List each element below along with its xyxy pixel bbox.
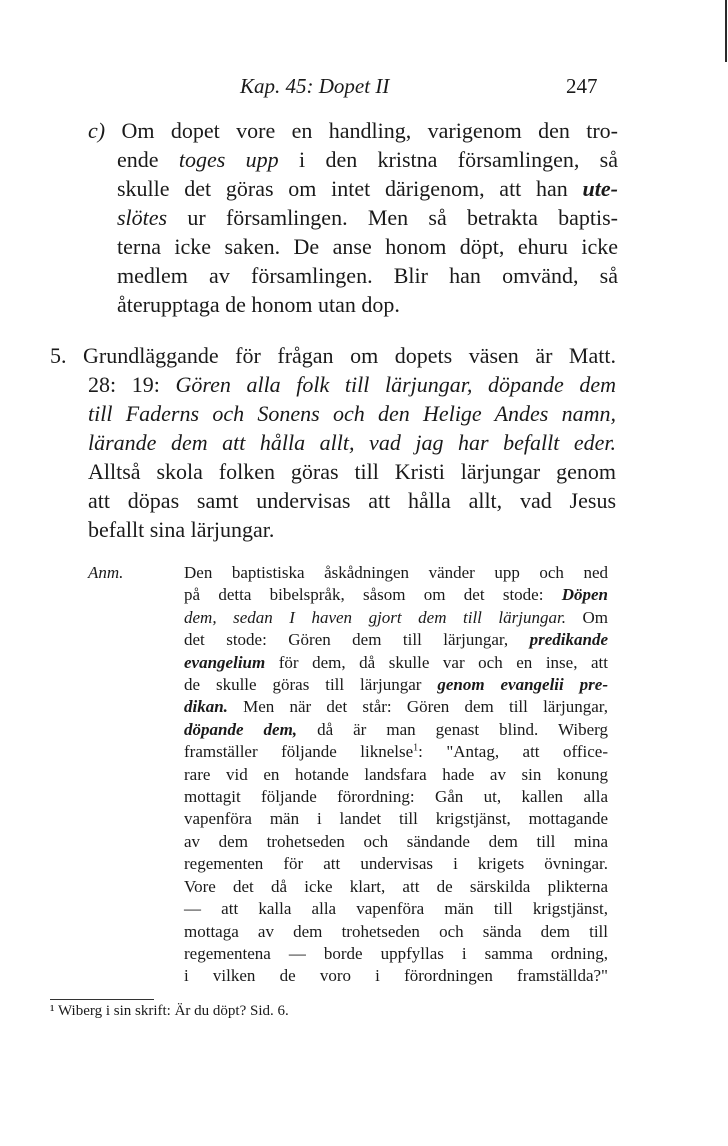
text-line: dikan. Men när det står: Gören dem till lärjungar, [184,697,608,717]
text-line: terna icke saken. De anse honom döpt, ehuru icke [117,234,618,259]
text-line: döpande dem, då är man genast blind. Wiberg [184,719,608,739]
text-line: Den baptistiska åskådningen vänder upp och ned [184,563,608,582]
text-line: Alltså skola folken göras till Kristi lärjungar genom [88,459,616,484]
annotation-body [184,562,608,988]
text-line: evangelium för dem, då skulle var och en inse, att [184,652,608,672]
text-line: att döpas samt undervisas att hålla allt, vad Jesus [88,488,616,513]
text-line: det stode: Gören dem till lärjungar, predikande [184,630,608,650]
text-line: mottaga av dem trohetseden och sända dem till [184,921,608,941]
text-line: till Faderns och Sonens och den Helige Andes namn, [88,401,616,426]
text-line: dem, sedan I haven gjort dem till lärjungar. Om [184,607,609,627]
text-line: — att kalla alla vapenföra män till krigstjänst, [184,899,608,919]
text-line: 28: 19: Gören alla folk till lärjungar, döpande dem [88,372,616,397]
text-line: framställer följande liknelse$^1$: "Antag, att office- [184,742,608,762]
text-line: medlem av församlingen. Blir han omvänd, så [117,263,618,288]
section-c-paragraph [88,116,618,319]
text-line: de skulle göras till lärjungar genom evangelii pre- [184,675,608,695]
chapter-title: Kap. 45: Dopet II [240,74,390,98]
text-line: befallt sina lärjungar. [88,517,275,542]
text-line: c) Om dopet vore en handling, varigenom den tro- [88,118,618,143]
text-line: mottagit följande förordning: Gån ut, kallen alla [184,787,608,807]
text-line: regementen för att undervisas i krigets övningar. [184,854,608,874]
running-header [0,74,728,104]
text-line: vapenföra män i landet till krigstjänst, mottagande [184,809,608,829]
text-line: lärande dem att hålla allt, vad jag har befallt eder. [88,430,616,455]
annotation-label: Anm. [88,563,124,582]
footnote-rule [50,999,154,1000]
text-line: slötes ur församlingen. Men så betrakta baptis- [117,205,618,230]
text-line: ende toges upp i den kristna församlingen, så [117,147,618,172]
text-line: återupptaga de honom utan dop. [117,292,400,317]
text-line: skulle det göras om intet därigenom, att han ute- [117,176,618,201]
page-number: 247 [566,74,598,98]
section-5-paragraph [50,341,616,544]
text-line: regementena — borde uppfyllas i samma ordning, [184,943,608,963]
text-line: på detta bibelspråk, såsom om det stode: Döpen [184,585,608,605]
page-edge-line [725,0,727,62]
text-line: Vore det då icke klart, att de särskilda plikterna [184,876,608,896]
text-line: av dem trohetseden och sändande dem till mina [184,831,608,851]
text-line: i vilken de voro i förordningen framställda?" [184,966,608,986]
text-line: rare vid en hotande landsfara hade av sin konung [184,764,608,784]
footnote: ¹ Wiberg i sin skrift: Är du döpt? Sid. 6. [50,1003,289,1019]
text-line: 5. Grundläggande för frågan om dopets väsen är Matt. [50,343,616,368]
